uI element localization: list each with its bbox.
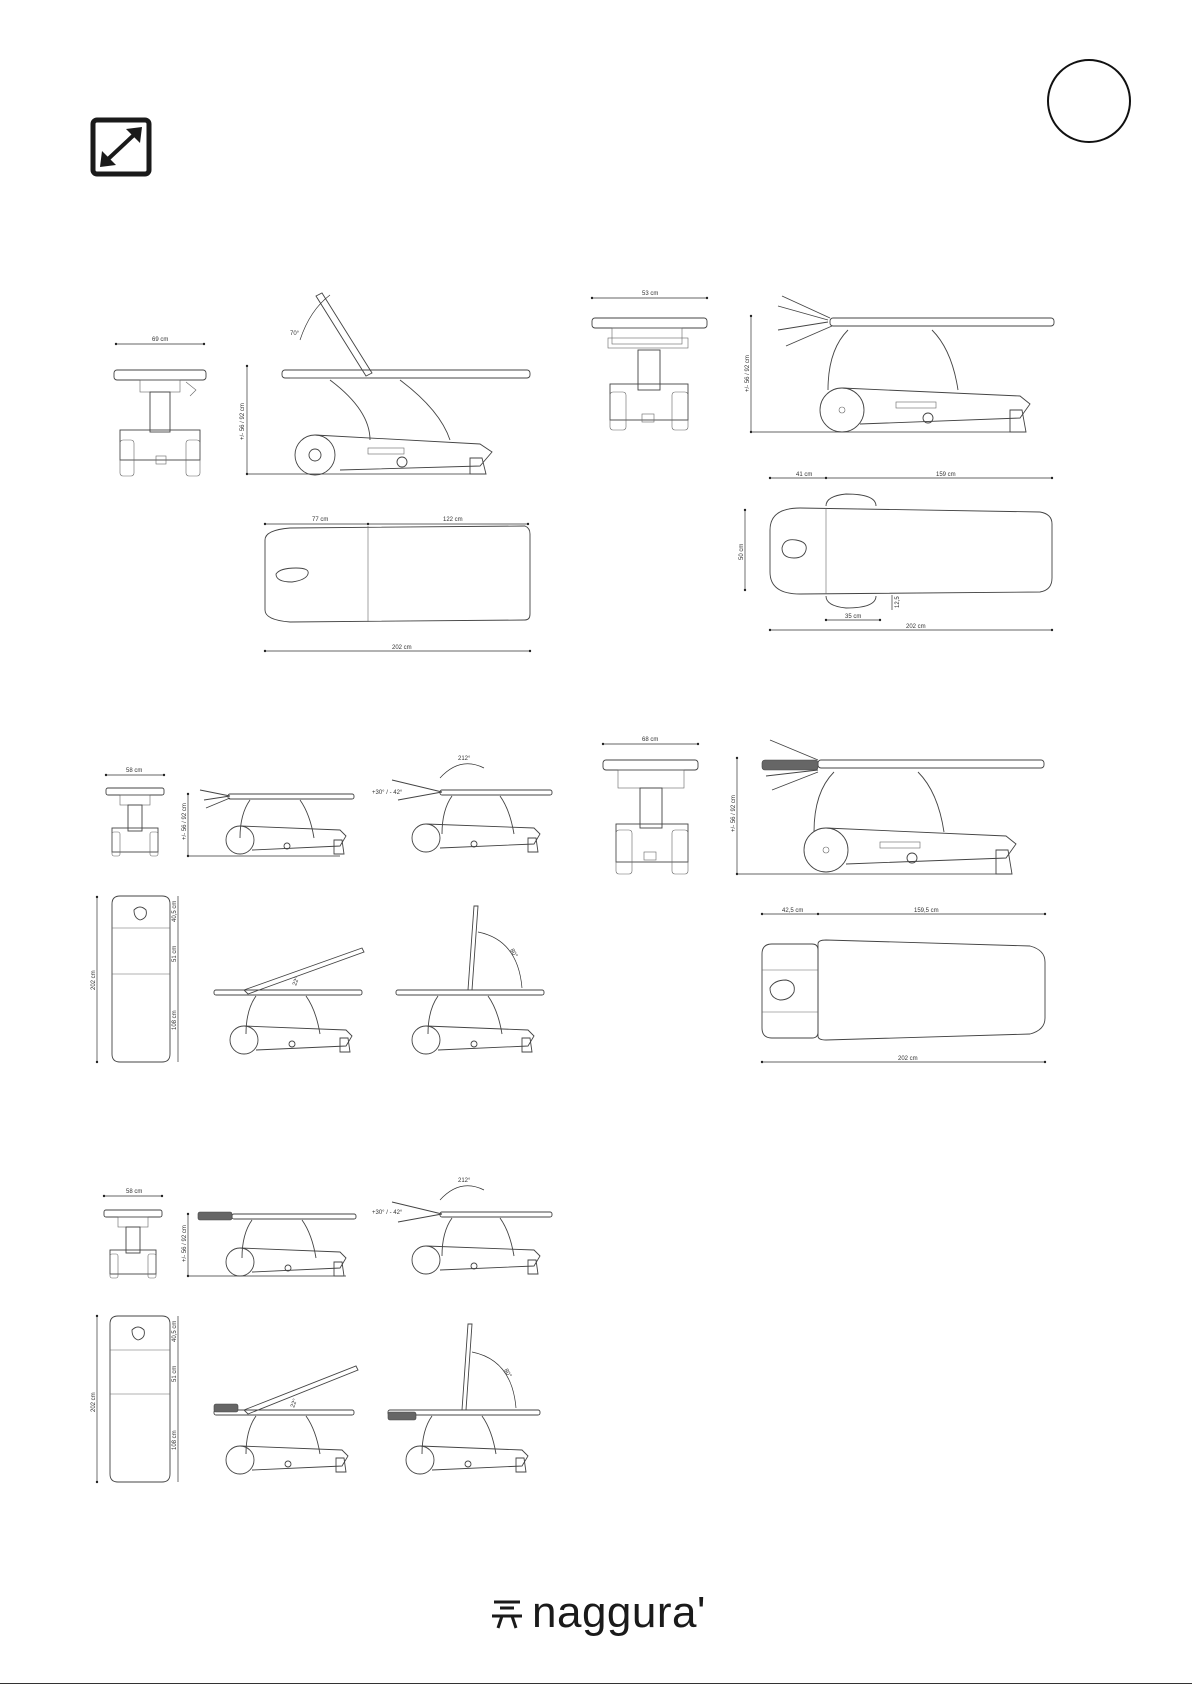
s3-seg-foot: 108 cm <box>172 1010 178 1030</box>
s3-seg-mid: 51 cm <box>172 945 178 962</box>
s2-plan-arm-offset: 12,5 <box>895 596 901 608</box>
section-2-side-view <box>745 296 1054 433</box>
s5-height: +/- 56 / 92 cm <box>182 1225 188 1262</box>
section-2-plan-view <box>739 472 1053 631</box>
section-3-front-view <box>105 768 165 856</box>
section-4-plan-view <box>761 908 1046 1063</box>
section-1-front-view <box>114 337 206 476</box>
s5-seg-mid: 51 cm <box>172 1365 178 1382</box>
s2-plan-total: 202 cm <box>906 624 926 630</box>
s5-front-width: 58 cm <box>126 1189 143 1195</box>
section-4-side-view <box>731 740 1044 875</box>
s1-height: +/- 56 / 92 cm <box>240 403 246 440</box>
s4-plan-body: 159,5 cm <box>914 908 939 914</box>
brand-logo-text: naggura' <box>532 1588 706 1637</box>
s5-plan-total: 202 cm <box>91 1392 97 1412</box>
s2-height: +/- 56 / 92 cm <box>745 355 751 392</box>
s5-incline: 22° <box>290 1398 299 1409</box>
s3-seg-head: 40,5 cm <box>172 900 178 922</box>
s1-plan-left: 77 cm <box>312 517 329 523</box>
section-4-front-view <box>602 737 699 874</box>
section-5-upright-view <box>388 1324 540 1474</box>
section-5-side-view-a <box>182 1212 356 1277</box>
s5-upright: 80° <box>502 1368 513 1379</box>
s4-plan-total: 202 cm <box>898 1056 918 1062</box>
s3-front-width: 58 cm <box>126 768 143 774</box>
s1-plan-total: 202 cm <box>392 645 412 651</box>
s4-plan-head: 42,5 cm <box>782 908 804 914</box>
s3-plan-total: 202 cm <box>91 970 97 990</box>
section-1-plan-view <box>264 517 531 652</box>
s5-tilt-range: +30° / - 42° <box>372 1210 403 1216</box>
section-2-front-view <box>591 291 708 430</box>
s3-incline: 22° <box>292 976 301 987</box>
section-5-side-view-b <box>372 1178 552 1274</box>
s4-front-width: 68 cm <box>642 737 659 743</box>
section-1-side-view <box>240 293 530 475</box>
s4-height: +/- 56 / 92 cm <box>731 795 737 832</box>
section-3-upright-view <box>396 906 544 1054</box>
s5-max-angle: 212° <box>458 1178 471 1184</box>
bottom-divider <box>0 1683 1192 1684</box>
s1-angle: 70° <box>290 331 300 337</box>
s3-upright: 80° <box>508 948 519 959</box>
section-3-side-view-a <box>182 790 354 857</box>
s1-plan-right: 122 cm <box>443 517 463 523</box>
section-5-incline-view <box>214 1366 358 1474</box>
s2-plan-body: 159 cm <box>936 472 956 478</box>
s5-seg-head: 40,5 cm <box>172 1320 178 1342</box>
s2-plan-width: 50 cm <box>739 543 745 560</box>
s2-front-width: 53 cm <box>642 291 659 297</box>
section-5-front-view <box>103 1189 163 1278</box>
naggura-logo-mark-icon <box>490 1596 524 1630</box>
s2-plan-head: 41 cm <box>796 472 813 478</box>
s3-max-angle: 212° <box>458 756 471 762</box>
section-3-side-view-b <box>372 756 552 852</box>
s3-tilt-range: +30° / - 42° <box>372 790 403 796</box>
s2-plan-arm: 35 cm <box>845 614 862 620</box>
section-3-plan-view <box>91 896 178 1063</box>
section-3-incline-view <box>214 948 364 1054</box>
s3-height: +/- 56 / 92 cm <box>182 803 188 840</box>
s1-front-width: 69 cm <box>152 337 169 343</box>
section-5-plan-view <box>91 1315 178 1483</box>
s5-seg-foot: 108 cm <box>172 1430 178 1450</box>
